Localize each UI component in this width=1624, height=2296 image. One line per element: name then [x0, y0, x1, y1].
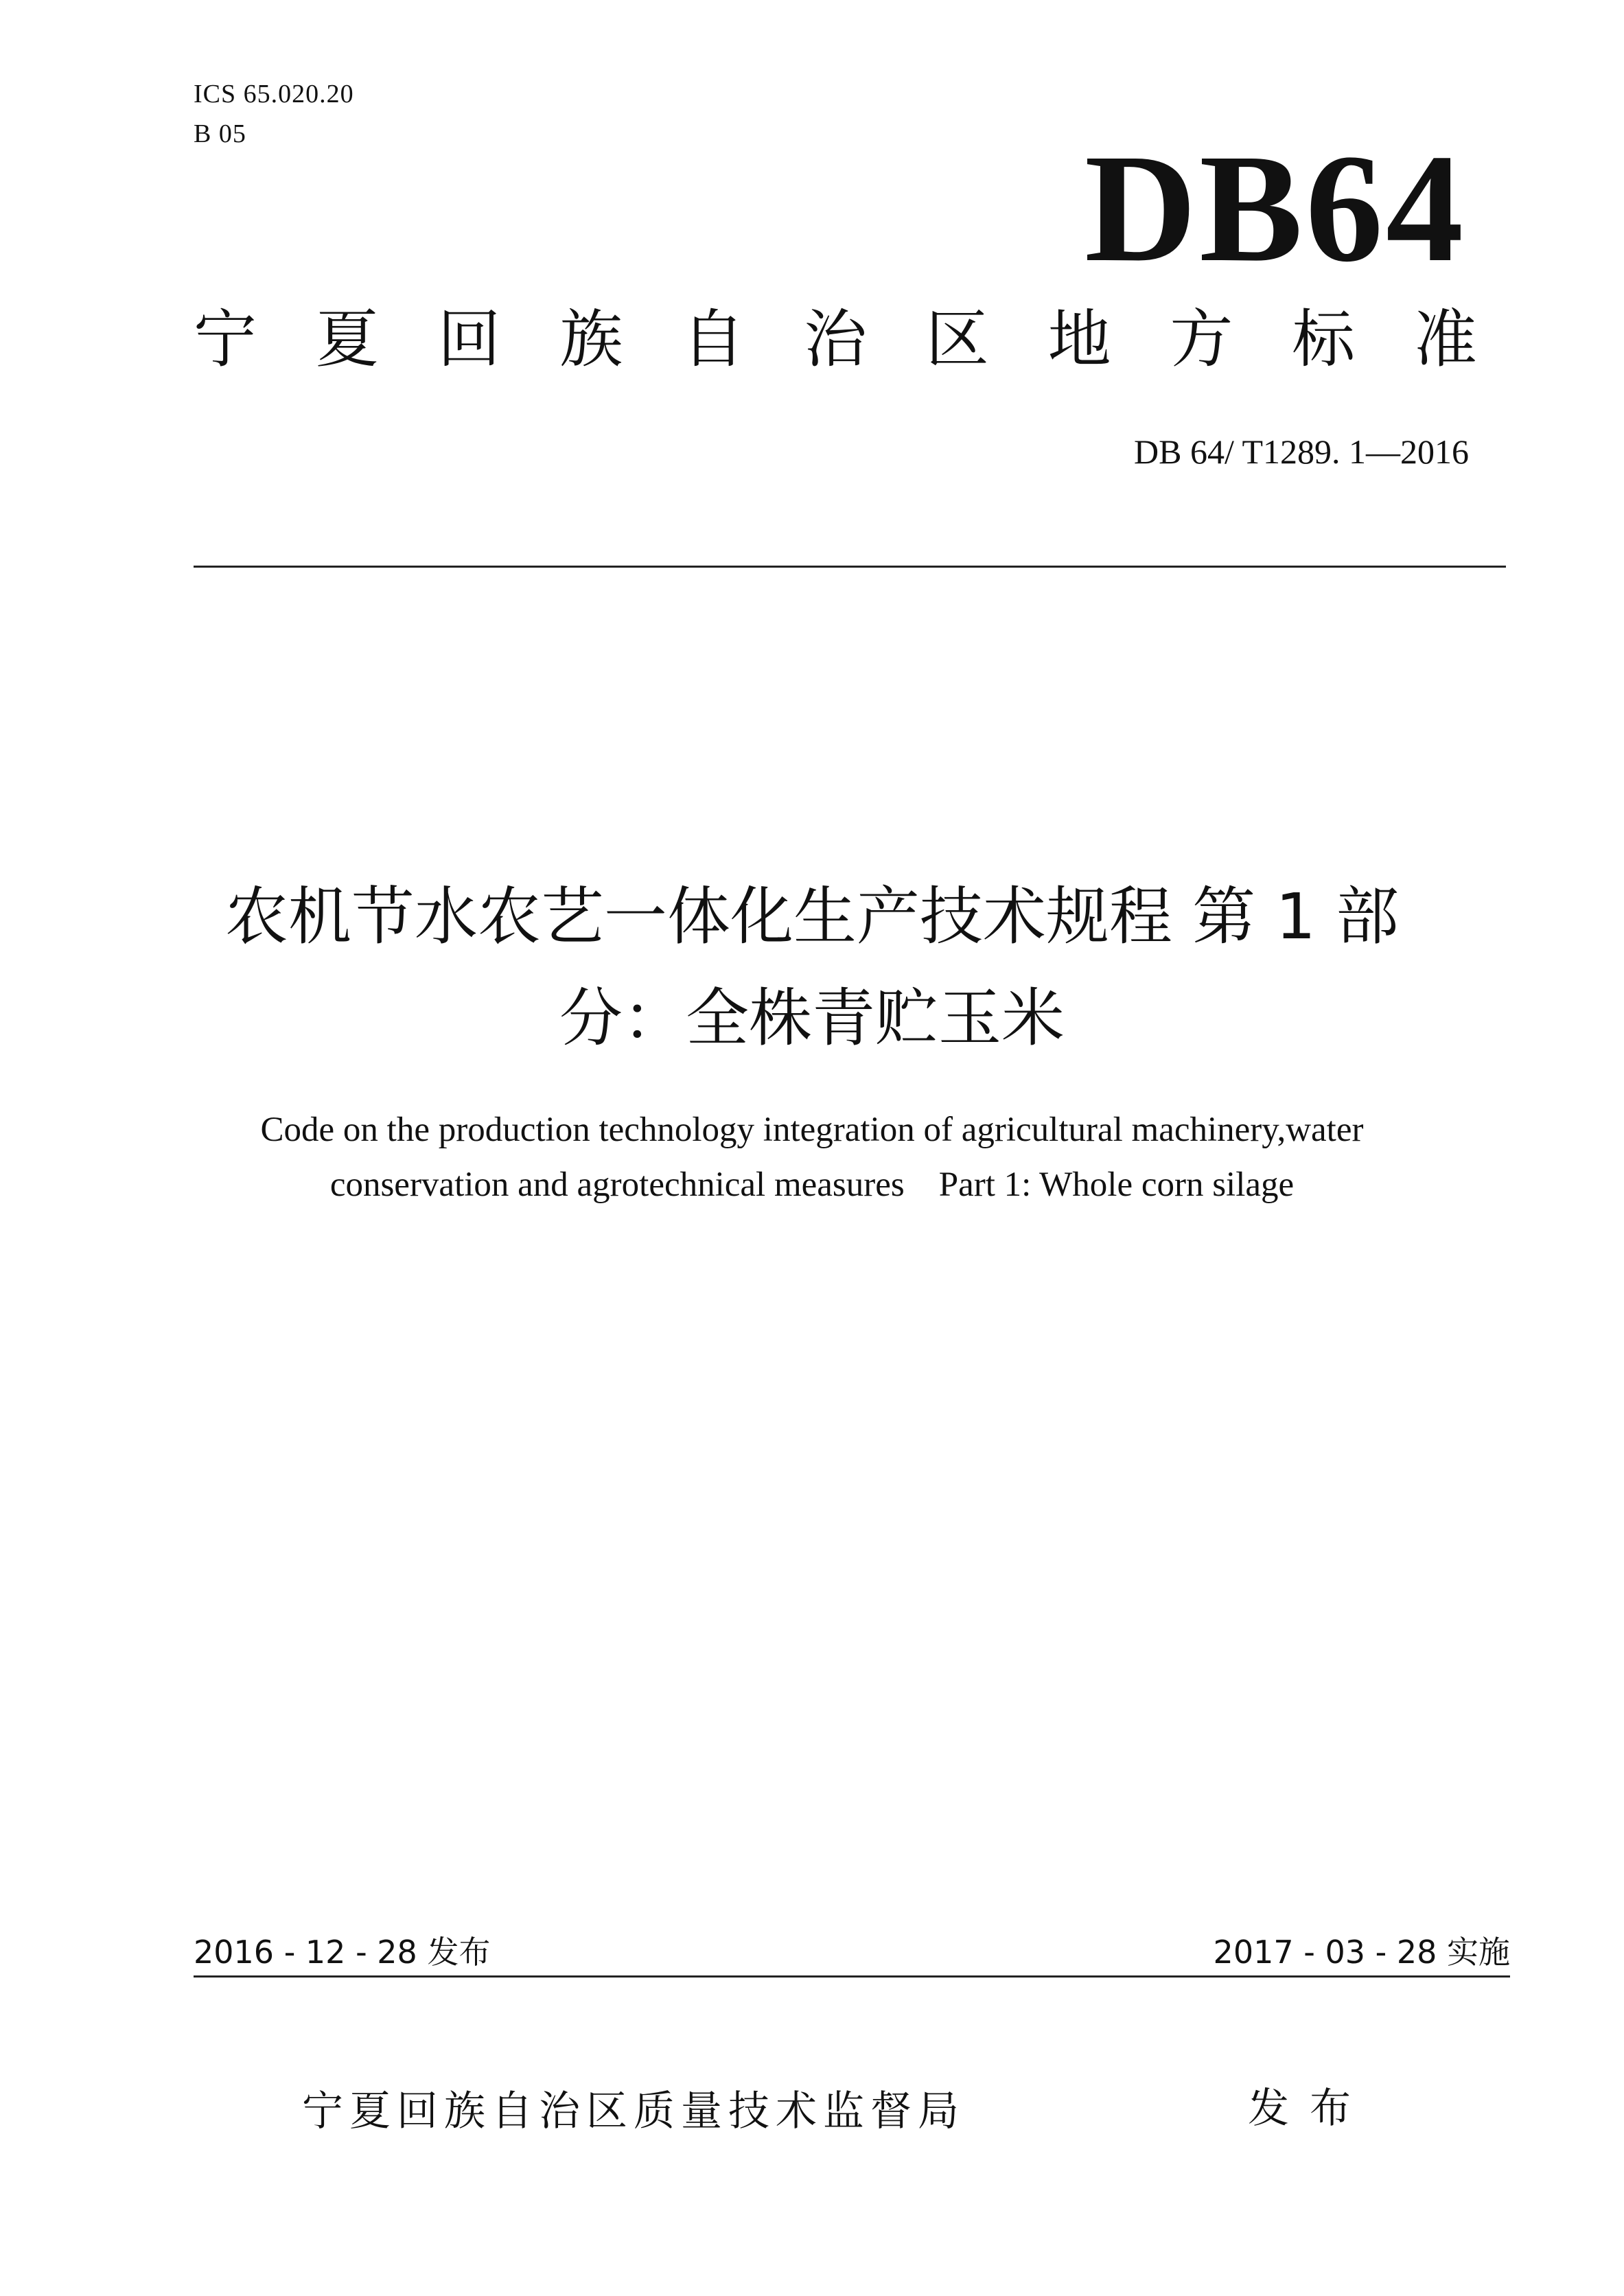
chinese-title-line-1: 农机节水农艺一体化生产技术规程 第 1 部: [224, 880, 1400, 953]
standard-type-char: 区: [925, 303, 989, 376]
implementation-date: 2017 - 03 - 28 实施: [1213, 1934, 1510, 1971]
bottom-divider: [194, 1975, 1510, 1978]
english-title-line-2: [96, 1157, 1528, 1212]
chinese-title-line-2: 分：全株青贮玉米: [559, 982, 1065, 1055]
standard-type-char: 自: [682, 303, 745, 376]
top-divider: [194, 566, 1506, 568]
standard-type-char: 族: [559, 303, 623, 376]
standard-type-char: 回: [437, 303, 501, 376]
issue-date: 2016 - 12 - 28 发布: [194, 1934, 491, 1971]
chinese-title: [96, 866, 1528, 1069]
ics-code: ICS 65.020.20: [194, 80, 354, 108]
standard-type-char: 准: [1413, 303, 1477, 376]
publish-label: 发布: [1248, 2085, 1371, 2133]
standard-number: DB 64/ T1289. 1—2016: [1134, 432, 1469, 471]
english-title: [96, 1102, 1528, 1212]
classification-codes: [194, 74, 354, 154]
standard-type-char: 夏: [315, 303, 379, 376]
db64-logo: DB64: [1084, 122, 1466, 294]
english-title-line-2b: Part 1: Whole corn silage: [938, 1166, 1295, 1204]
standard-type-char: 治: [803, 303, 867, 376]
standard-type-char: 宁: [194, 303, 257, 376]
english-title-line-1: Code on the production technology integration of agricultural machinery,water: [260, 1111, 1364, 1149]
standard-type-char: 方: [1170, 303, 1233, 376]
english-title-line-2a: conservation and agrotechnical measures: [329, 1166, 905, 1204]
standard-type-heading: [194, 302, 1477, 378]
standard-type-char: 地: [1047, 303, 1111, 376]
standard-type-char: 标: [1292, 303, 1356, 376]
publisher-name: 宁夏回族自治区质量技术监督局: [302, 2087, 965, 2135]
ccs-code: B 05: [194, 119, 246, 148]
